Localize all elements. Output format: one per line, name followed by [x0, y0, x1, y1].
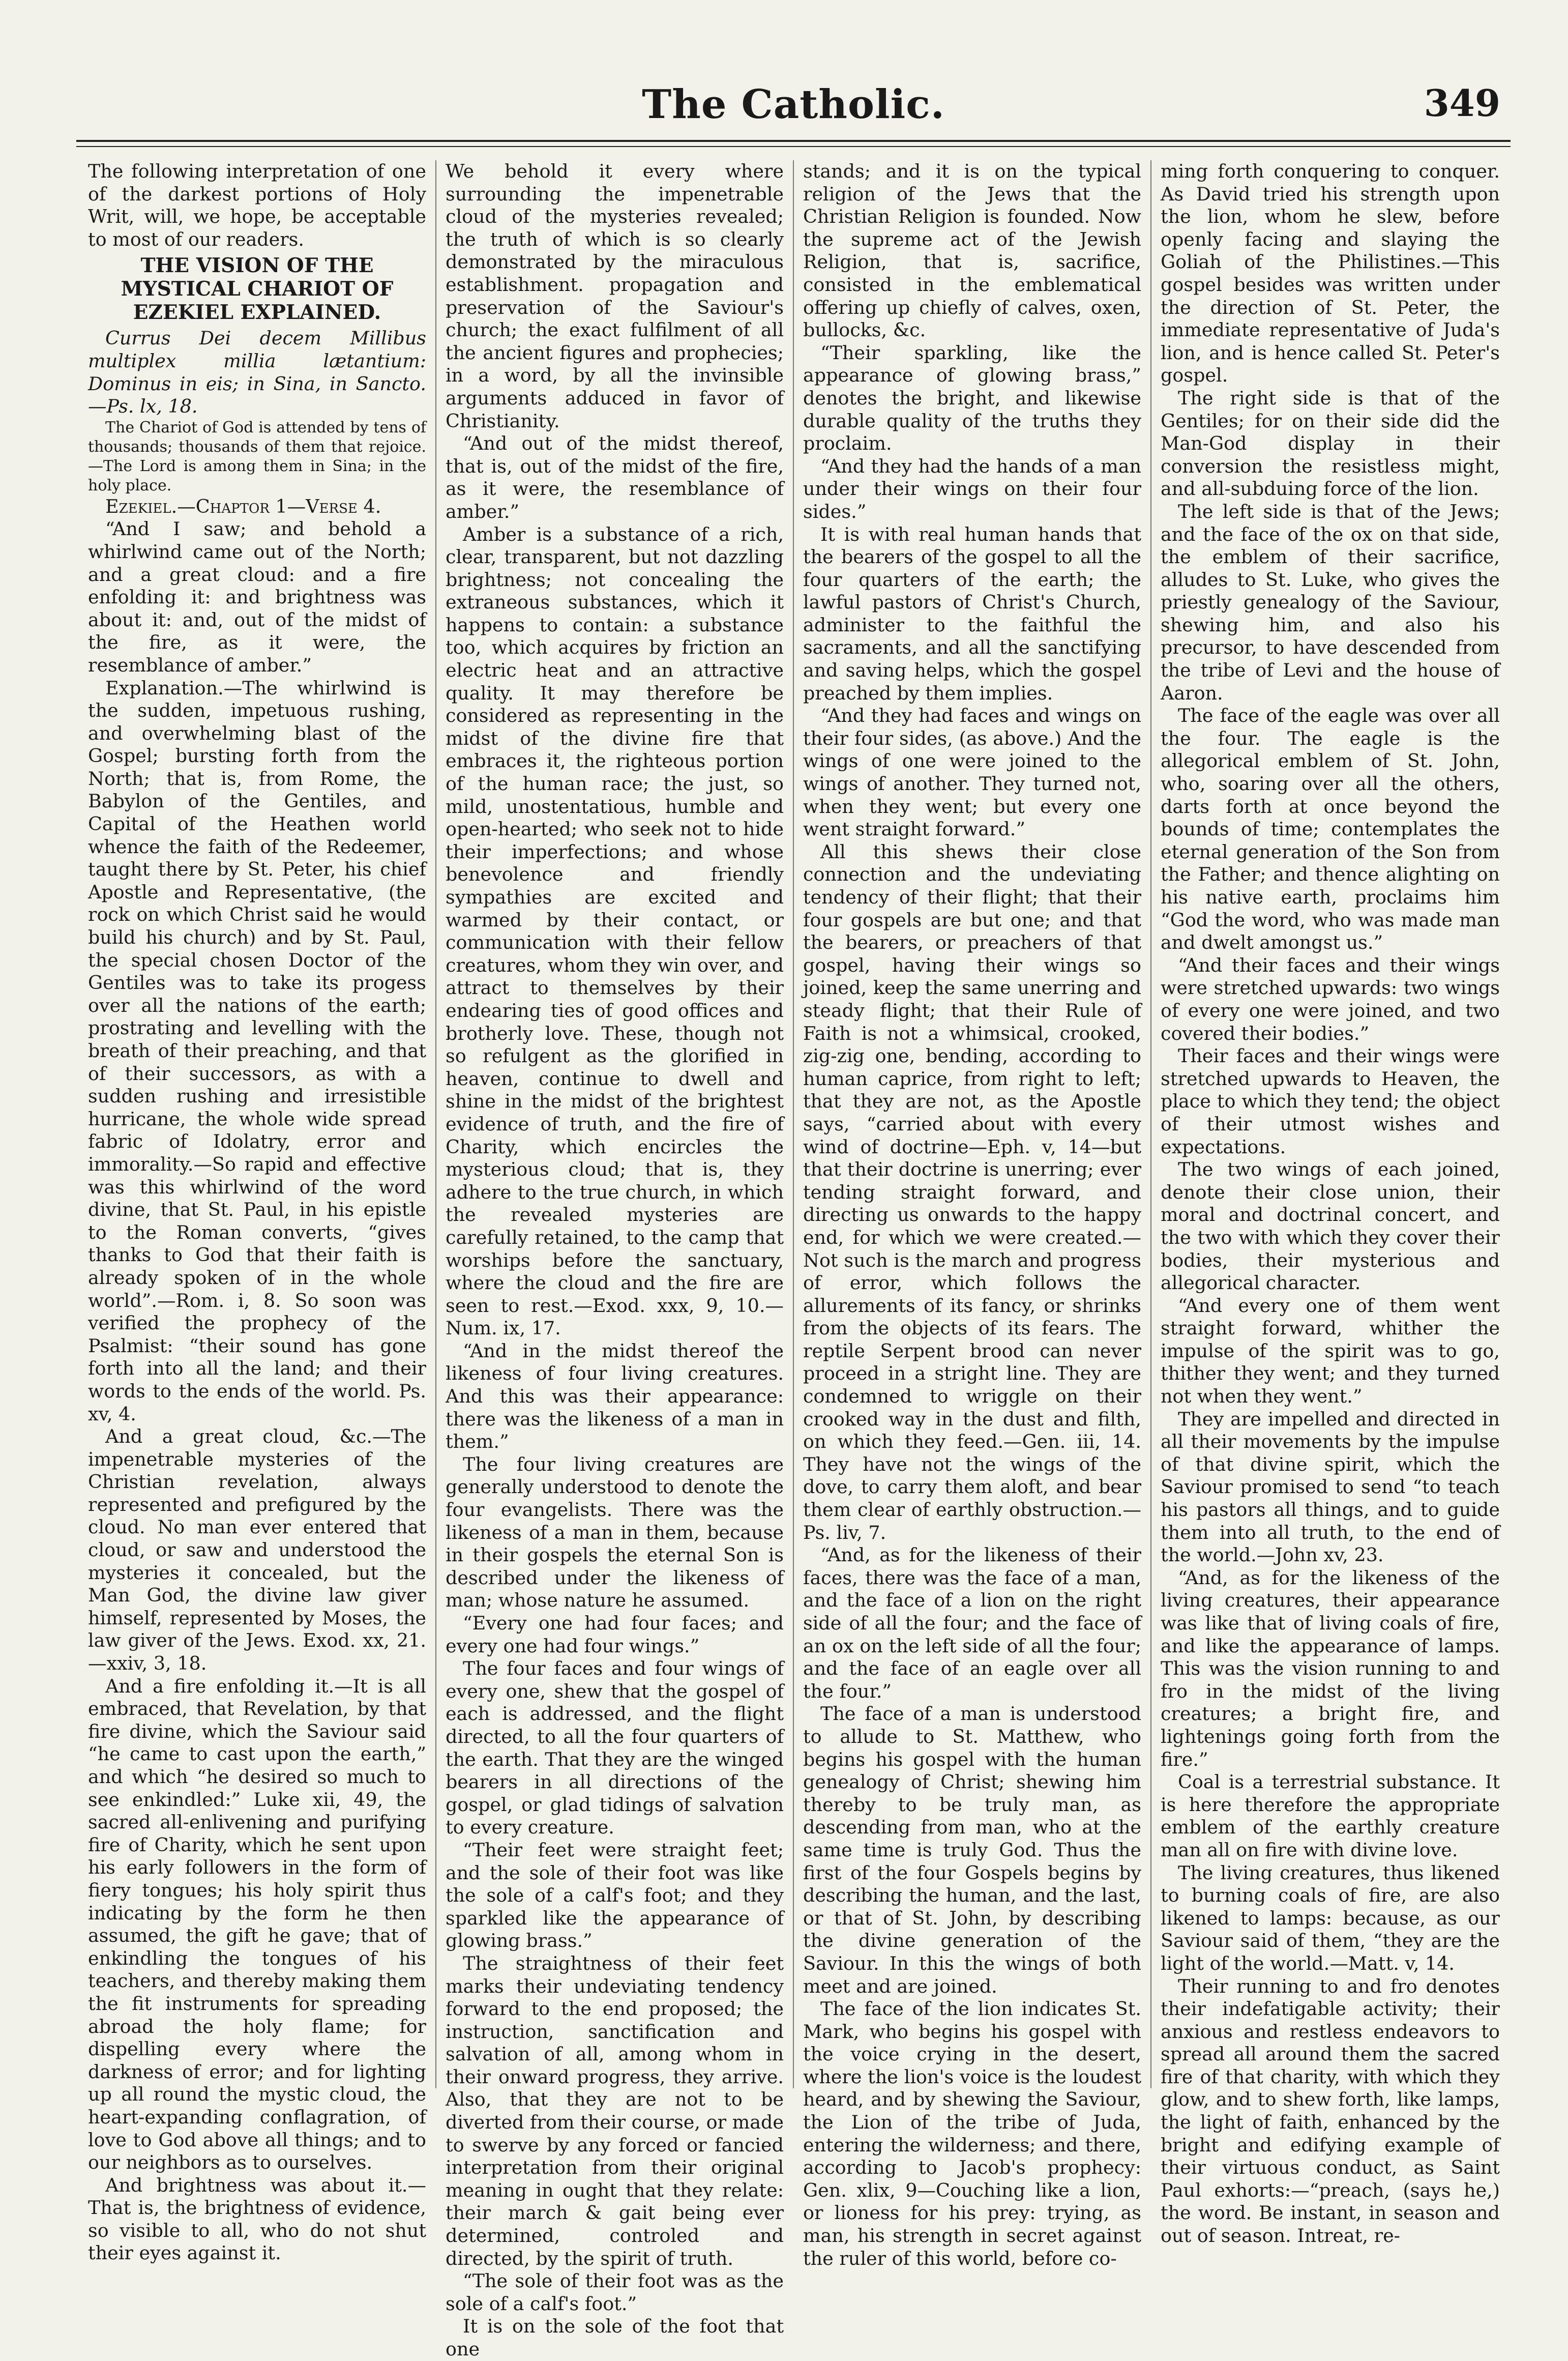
page-header	[76, 76, 1511, 142]
paragraph: “And, as for the likeness of their faces, there was the face of a man, and the face of a lion on the right side of all the four; and the face of an ox on the left side of all the four; and the face of an eagle over all the four.”	[803, 1544, 1141, 1702]
paragraph: The face of the eagle was over all the four. The eagle is the allegorical emblem of St. John, who, soaring over all the others, darts forth at once beyond the bounds of time; contemplates the eternal generation of the Son from the Father; and thence alighting on his native earth, proclaims him “God the word, who was made man and dwelt amongst us.”	[1161, 705, 1500, 954]
paragraph: “And their faces and their wings were stretched upwards: two wings of every one were joined, and two covered their bodies.”	[1161, 954, 1500, 1044]
paragraph: The four living creatures are generally understood to denote the four evangelists. There was the likeness of a man in them, because in their gospels the eternal Son is described under the likeness of man; whose nature he assumed.	[446, 1453, 784, 1612]
paragraph: “And in the midst thereof the likeness of four living creatures. And this was their appearance: there was the likeness of a man in them.”	[446, 1339, 784, 1453]
paragraph: “Every one had four faces; and every one had four wings.”	[446, 1612, 784, 1657]
page-title: The Catholic.	[642, 81, 945, 128]
paragraph: “And, as for the likeness of the living creatures, their appearance was like that of living coals of fire, and like the appearance of lamps. This was the vision running to and fro in the midst of the living creatures; a bright fire, and lightenings going forth from the fire.”	[1161, 1566, 1500, 1770]
paragraph: The two wings of each joined, denote their close union, their moral and doctrinal concert, and the two with which they cover their bodies, their mysterious and allegorical character.	[1161, 1158, 1500, 1294]
paragraph: stands; and it is on the typical religion of the Jews that the Christian Religion is founded. Now the supreme act of the Jewish Religion, that is, sacrifice, consisted in the emblematical offering up chiefly of calves, oxen, bullocks, &c.	[803, 160, 1141, 341]
paragraph: And a great cloud, &c.—The impenetrable mysteries of the Christian revelation, always represented and prefigured by the cloud. No man ever entered that cloud, or saw and understood the mysteries it concealed, but the Man God, the divine law giver himself, represented by Moses, the law giver of the Jews. Exod. xx, 21.—xxiv, 3, 18.	[88, 1425, 426, 1675]
text-columns	[79, 160, 1511, 2360]
paragraph: Amber is a substance of a rich, clear, transparent, but not dazzling brightness; not concealing the extraneous substances, which it happens to contain: a substance too, which acquires by friction an electric heat and an attractive quality. It may therefore be considered as representing in the midst of the divine fire that embraces it, the righteous portion of the human race; the just, so mild, unostentatious, humble and open-hearted; who seek not to hide their imperfections; and whose benevolence and friendly sympathies are excited and warmed by their contact, or communication with their fellow creatures, whom they win over, and attract to themselves by their endearing ties of good offices and brotherly love. These, though not so refulgent as the glorified in heaven, continue to dwell and shine in the midst of the brightest evidence of truth, and the fire of Charity, which encircles the mysterious cloud; that is, they adhere to the true church, in which the revealed mysteries are carefully retained, to the camp that worships before the sanctuary, where the cloud and the fire are seen to rest.—Exod. xxx, 9, 10.—Num. ix, 17.	[446, 523, 784, 1339]
paragraph: The straightness of their feet marks their undeviating tendency forward to the end proposed; the instruction, sanctification and salvation of all, among whom in their onward progress, they arrive. Also, that they are not to be diverted from their course, or made to swerve by any forced or fancied interpretation from their original meaning in ought that they relate: their march & gait being ever determined, controled and directed, by the spirit of truth.	[446, 1952, 784, 2269]
paragraph: The living creatures, thus likened to burning coals of fire, are also likened to lamps: because, as our Saviour said of them, “they are the light of the world.—Matt. v, 14.	[1161, 1861, 1500, 1974]
paragraph: “Their feet were straight feet; and the sole of their foot was like the sole of a calf's foot; and they sparkled like the appearance of glowing brass.”	[446, 1839, 784, 1952]
paragraph: “And they had faces and wings on their four sides, (as above.) And the wings of one were joined to the wings of another. They turned not, when they went; but every one went straight forward.”	[803, 705, 1141, 840]
paragraph: ming forth conquering to conquer. As David tried his strength upon the lion, whom he slew, before openly facing and slaying the Goliah of the Philistines.—This gospel besides was written under the direction of St. Peter, the immediate representative of Juda's lion, and is hence called St. Peter's gospel.	[1161, 160, 1500, 387]
paragraph: And brightness was about it.—That is, the brightness of evidence, so visible to all, who do not shut their eyes against it.	[88, 2174, 426, 2264]
paragraph: Ezekiel.—Chaptor 1—Verse 4.	[105, 495, 381, 517]
paragraph: “And every one of them went straight forward, whither the impulse of the spirit was to go, thither they went; and they turned not when they went.”	[1161, 1294, 1500, 1408]
paragraph: The Chariot of God is attended by tens of thousands; thousands of them that rejoice.—The Lord is among them in Sina; in the holy place.	[88, 418, 426, 494]
column-1	[79, 160, 436, 2264]
column-4	[1151, 160, 1509, 2247]
paragraph: Explanation.—The whirlwind is the sudden, impetuous rushing, and overwhelming blast of the Gospel; bursting forth from the North; that is, from Rome, the Babylon of the Gentiles, and Capital of the Heathen world whence the faith of the Redeemer, taught there by St. Peter, his chief Apostle and Representative, (the rock on which Christ said he would build his church) and by St. Paul, the special chosen Doctor of the Gentiles was to take its progess over all the nations of the earth; prostrating and levelling with the breath of their preaching, and that of their successors, as with a sudden rushing and irresistible hurricane, the whole wide spread fabric of Idolatry, error and immorality.—So rapid and effective was this whirlwind of the word divine, that St. Paul, in his epistle to the Roman converts, “gives thanks to God that their faith is already spoken of in the whole world”.—Rom. i, 8. So soon was verified the prophecy of the Psalmist: “their sound has gone forth into all the land; and their words to the ends of the world. Ps. xv, 4.	[88, 677, 426, 1425]
paragraph: Their running to and fro denotes their indefatigable activity; their anxious and restless endeavors to spread all around them the sacred fire of that charity, with which they glow, and to shew forth, like lamps, the light of faith, enhanced by the bright and edifying example of their virtuous conduct, as Saint Paul exhorts:—“preach, (says he,) the word. Be instant, in season and out of season. Intreat, re-	[1161, 1975, 1500, 2247]
paragraph: The left side is that of the Jews; and the face of the ox on that side, the emblem of their sacrifice, alludes to St. Luke, who gives the priestly genealogy of the Saviour, shewing him, and also his precursor, to have descended from the tribe of Levi and the house of Aaron.	[1161, 500, 1500, 704]
paragraph: “And I saw; and behold a whirlwind came out of the North; and a great cloud: and a fire enfolding it: and brightness was about it: and, out of the midst of the fire, as it were, the resemblance of amber.”	[88, 518, 426, 676]
paragraph: “And they had the hands of a man under their wings on their four sides.”	[803, 455, 1141, 522]
page-number: 349	[1424, 81, 1500, 125]
paragraph: “Their sparkling, like the appearance of glowing brass,” denotes the bright, and likewise durable quality of the truths they proclaim.	[803, 341, 1141, 455]
paragraph: Currus Dei decem Millibus multiplex millia lætantium: Dominus in eis; in Sina, in Sancto.—Ps. lx, 18.	[88, 327, 426, 418]
column-2	[436, 160, 794, 2360]
header-rule	[76, 140, 1511, 147]
paragraph: The following interpretation of one of the darkest portions of Holy Writ, will, we hope, be acceptable to most of our readers.	[88, 160, 426, 250]
paragraph: The right side is that of the Gentiles; for on their side did the Man-God display in their conversion the resistless might, and all-subduing force of the lion.	[1161, 387, 1500, 500]
paragraph: It is with real human hands that the bearers of the gospel to all the four quarters of the earth; the lawful pastors of Christ's Church, administer to the faithful the sacraments, and all the sanctifying and saving helps, which the gospel preached by them implies.	[803, 523, 1141, 704]
article-heading: THE VISION OF THE MYSTICAL CHARIOT OF EZEKIEL EXPLAINED.	[121, 254, 394, 325]
paragraph: “And out of the midst thereof, that is, out of the midst of the fire, as it were, the resemblance of amber.”	[446, 432, 784, 522]
paragraph: “The sole of their foot was as the sole of a calf's foot.”	[446, 2270, 784, 2315]
paragraph: All this shews their close connection and the undeviating tendency of their flight; that their four gospels are but one; and that the bearers, or preachers of that gospel, having their wings so joined, keep the same unerring and steady flight; that their Rule of Faith is not a whimsical, crooked, zig-zig one, bending, according to human caprice, from right to left; that they are not, as the Apostle says, “carried about with every wind of doctrine—Eph. v, 14—but that their doctrine is unerring; ever tending straight forward, and directing us onwards to the happy end, for which we were created.—Not such is the march and progress of error, which follows the allurements of its fancy, or shrinks from the objects of its fears. The reptile Serpent brood can never proceed in a stright line. They are condemned to wriggle on their crooked way in the dust and filth, on which they feed.—Gen. iii, 14. They have not the wings of the dove, to carry them aloft, and bear them clear of earthly obstruction.—Ps. liv, 7.	[803, 840, 1141, 1543]
paragraph: They are impelled and directed in all their movements by the impulse of that divine spirit, which the Saviour promised to send “to teach his pastors all things, and to guide them into all truth, to the end of the world.—John xv, 23.	[1161, 1408, 1500, 1566]
paragraph: And a fire enfolding it.—It is all embraced, that Revelation, by that fire divine, which the Saviour said “he came to cast upon the earth,” and which “he desired so much to see enkindled:” Luke xii, 49, the sacred all-enlivening and purifying fire of Charity, which he sent upon his early followers in the form of fiery tongues; his holy spirit thus indicating by the form he then assumed, the gift he gave; that of enkindling the tongues of his teachers, and thereby making them the fit instruments for spreading abroad the holy flame; for dispelling every where the darkness of error; and for lighting up all round the mystic cloud, the heart-expanding conflagration, of love to God above all things; and to our neighbors as to ourselves.	[88, 1675, 426, 2174]
paragraph: The face of a man is understood to allude to St. Matthew, who begins his gospel with the human genealogy of Christ; shewing him thereby to be truly man, as descending from man, who at the same time is truly God. Thus the first of the four Gospels begins by describing the human, and the last, or that of St. John, by describing the divine generation of the Saviour. In this the wings of both meet and are joined.	[803, 1703, 1141, 1997]
paragraph: It is on the sole of the foot that one	[446, 2315, 784, 2360]
paragraph: We behold it every where surrounding the impenetrable cloud of the mysteries revealed; the truth of which is so clearly demonstrated by the miraculous establishment. propagation and preservation of the Saviour's church; the exact fulfilment of all the ancient figures and prophecies; in a word, by all the invinsible arguments adduced in favor of Christianity.	[446, 160, 784, 432]
paragraph: The face of the lion indicates St. Mark, who begins his gospel with the voice crying in the desert, where the lion's voice is the loudest heard, and by shewing the Saviour, the Lion of the tribe of Juda, entering the wilderness; and there, according to Jacob's prophecy: Gen. xlix, 9—Couching like a lion, or lioness for his prey: trying, as man, his strength in secret against the ruler of this world, before co-	[803, 1998, 1141, 2269]
paragraph: The four faces and four wings of every one, shew that the gospel of each is addressed, and the flight directed, to all the four quarters of the earth. That they are the winged bearers in all directions of the gospel, or glad tidings of salvation to every creature.	[446, 1657, 784, 1839]
column-3	[794, 160, 1151, 2269]
paragraph: Their faces and their wings were stretched upwards to Heaven, the place to which they tend; the object of their utmost wishes and expectations.	[1161, 1045, 1500, 1158]
paragraph: Coal is a terrestrial substance. It is here therefore the appropriate emblem of the earthly creature man all on fire with divine love.	[1161, 1771, 1500, 1861]
